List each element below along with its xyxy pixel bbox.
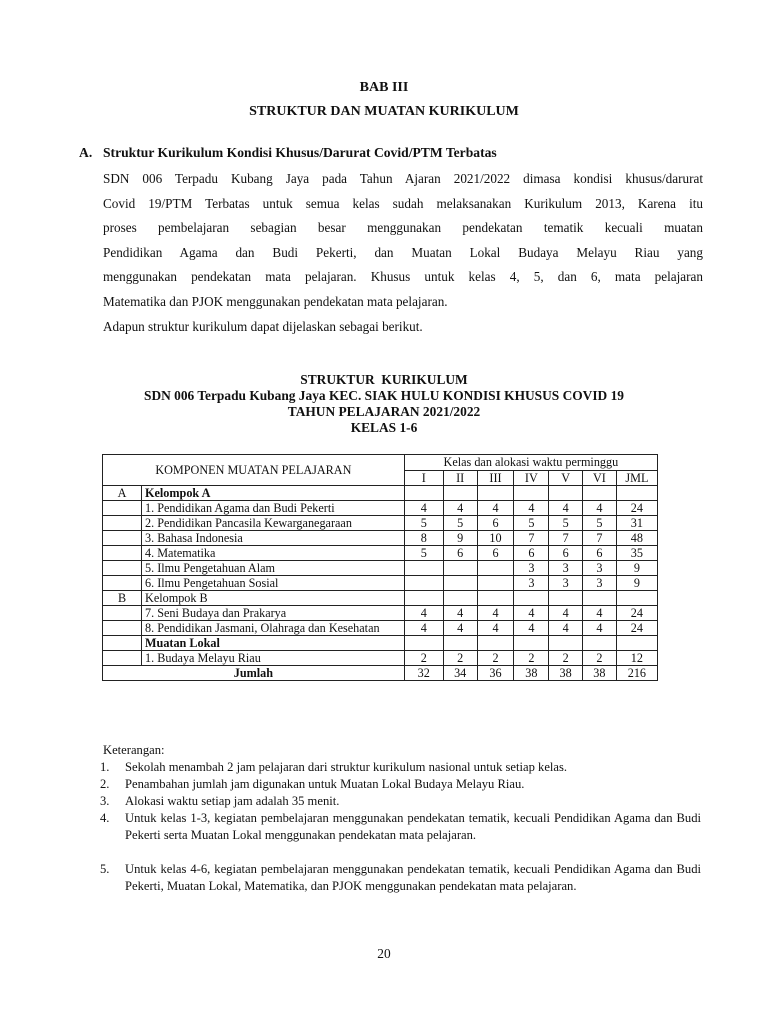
- note-number: 1.: [100, 760, 110, 774]
- hours-cell: 48: [616, 531, 657, 546]
- note-number: 2.: [100, 777, 110, 791]
- hours-cell: 9: [616, 576, 657, 591]
- subject-row: [103, 606, 658, 621]
- hours-cell: [443, 561, 477, 576]
- subject-row: [103, 561, 658, 576]
- hours-cell: 5: [404, 546, 443, 561]
- table-title-line: STRUKTUR KURIKULUM: [300, 372, 468, 387]
- hours-cell: [404, 561, 443, 576]
- hours-cell: 3: [583, 576, 617, 591]
- note-item: [100, 759, 701, 776]
- total-cell: 38: [549, 666, 583, 681]
- note-item: [100, 793, 701, 810]
- table-title-line: TAHUN PELAJARAN 2021/2022: [287, 404, 481, 419]
- hours-cell: 4: [514, 501, 549, 516]
- group-label: Muatan Lokal: [142, 636, 405, 651]
- table-title-line: KELAS 1-6: [350, 420, 418, 435]
- hours-cell: 2: [443, 651, 477, 666]
- hours-cell: 4: [583, 606, 617, 621]
- hours-cell: [404, 576, 443, 591]
- hours-cell: 3: [549, 561, 583, 576]
- hours-cell: 7: [514, 531, 549, 546]
- hours-cell: 5: [443, 516, 477, 531]
- table-header-row: [103, 455, 658, 471]
- paragraph-line: Matematika dan PJOK menggunakan pendekatan mata pelajaran.: [103, 293, 448, 309]
- hours-cell: 4: [549, 606, 583, 621]
- group-row: [103, 591, 658, 606]
- paragraph-line: proses pembelajaran sebagian besar menggunakan pendekatan tematik kecuali muatan: [103, 220, 703, 236]
- subject-row: [103, 576, 658, 591]
- hours-cell: 6: [443, 546, 477, 561]
- hours-cell: 2: [477, 651, 514, 666]
- group-row: [103, 486, 658, 501]
- note-number: 5.: [100, 862, 110, 876]
- subject-row: [103, 531, 658, 546]
- hours-cell: 6: [477, 516, 514, 531]
- subject-name: 1. Pendidikan Agama dan Budi Pekerti: [142, 501, 405, 516]
- hours-cell: [443, 576, 477, 591]
- total-cell: 34: [443, 666, 477, 681]
- hours-cell: 4: [477, 501, 514, 516]
- subject-row: [103, 516, 658, 531]
- column-header: IV: [514, 470, 549, 486]
- hours-cell: 24: [616, 606, 657, 621]
- section-heading: Struktur Kurikulum Kondisi Khusus/Darurat Covid/PTM Terbatas: [103, 145, 497, 160]
- hours-cell: 2: [514, 651, 549, 666]
- hours-cell: 4: [549, 621, 583, 636]
- hours-cell: 5: [404, 516, 443, 531]
- hours-cell: 4: [514, 621, 549, 636]
- hours-cell: 24: [616, 501, 657, 516]
- hours-cell: 2: [549, 651, 583, 666]
- note-item: [100, 861, 701, 895]
- hours-cell: 9: [616, 561, 657, 576]
- hours-cell: 12: [616, 651, 657, 666]
- hours-cell: 5: [549, 516, 583, 531]
- table-title: [0, 372, 768, 436]
- note-item: [100, 810, 701, 844]
- hours-cell: 7: [583, 531, 617, 546]
- hours-cell: 6: [583, 546, 617, 561]
- hours-cell: 4: [443, 501, 477, 516]
- hours-cell: 4: [477, 621, 514, 636]
- hours-cell: 4: [583, 621, 617, 636]
- group-label: Kelompok B: [142, 591, 405, 606]
- column-header: I: [404, 470, 443, 486]
- hours-cell: 4: [404, 621, 443, 636]
- hours-cell: 4: [477, 606, 514, 621]
- subject-name: 1. Budaya Melayu Riau: [142, 651, 405, 666]
- group-code: B: [103, 591, 142, 606]
- paragraph-line: menggunakan pendekatan mata pelajaran. Khusus untuk kelas 4, 5, dan 6, mata pelajaran: [103, 269, 703, 285]
- group-row: [103, 636, 658, 651]
- note-number: 3.: [100, 794, 110, 808]
- hours-cell: [477, 576, 514, 591]
- column-header: V: [549, 470, 583, 486]
- hours-cell: 8: [404, 531, 443, 546]
- section-letter: A.: [79, 145, 93, 160]
- header-component: KOMPONEN MUATAN PELAJARAN: [103, 455, 405, 486]
- note-text: Alokasi waktu setiap jam adalah 35 menit.: [125, 794, 340, 808]
- hours-cell: 4: [404, 501, 443, 516]
- subject-name: 2. Pendidikan Pancasila Kewarganegaraan: [142, 516, 405, 531]
- subject-row: [103, 546, 658, 561]
- header-alloc: Kelas dan alokasi waktu perminggu: [404, 455, 657, 471]
- subject-name: 8. Pendidikan Jasmani, Olahraga dan Kesehatan: [142, 621, 405, 636]
- total-cell: 36: [477, 666, 514, 681]
- subject-row: [103, 621, 658, 636]
- total-cell: 216: [616, 666, 657, 681]
- subject-name: 4. Matematika: [142, 546, 405, 561]
- notes-section: [100, 742, 701, 895]
- total-cell: 38: [514, 666, 549, 681]
- hours-cell: 6: [477, 546, 514, 561]
- total-row: [103, 666, 658, 681]
- subject-name: 7. Seni Budaya dan Prakarya: [142, 606, 405, 621]
- chapter-title: STRUKTUR DAN MUATAN KURIKULUM: [249, 104, 519, 119]
- hours-cell: 24: [616, 621, 657, 636]
- total-label: Jumlah: [103, 666, 405, 681]
- group-label: Kelompok A: [142, 486, 405, 501]
- hours-cell: 3: [514, 561, 549, 576]
- section-paragraph: [103, 167, 703, 339]
- hours-cell: 6: [549, 546, 583, 561]
- subject-row: [103, 501, 658, 516]
- note-text: Sekolah menambah 2 jam pelajaran dari struktur kurikulum nasional untuk setiap kelas.: [125, 760, 568, 774]
- total-cell: 38: [583, 666, 617, 681]
- hours-cell: 4: [514, 606, 549, 621]
- hours-cell: 4: [583, 501, 617, 516]
- subject-name: 6. Ilmu Pengetahuan Sosial: [142, 576, 405, 591]
- subject-name: 3. Bahasa Indonesia: [142, 531, 405, 546]
- chapter-label: BAB III: [359, 80, 409, 95]
- column-header: JML: [616, 470, 657, 486]
- column-header: II: [443, 470, 477, 486]
- note-text: Untuk kelas 1-3, kegiatan pembelajaran menggunakan pendekatan tematik, kecuali Pendidikan Agama dan Budi Pekerti serta Muatan Lokal menggunakan pendekatan mata pelajaran.: [125, 811, 701, 842]
- note-number: 4.: [100, 811, 110, 825]
- note-text: Penambahan jumlah jam digunakan untuk Muatan Lokal Budaya Melayu Riau.: [125, 777, 525, 791]
- hours-cell: 2: [583, 651, 617, 666]
- hours-cell: 31: [616, 516, 657, 531]
- hours-cell: 4: [443, 606, 477, 621]
- paragraph-line: Pendidikan Agama dan Budi Pekerti, dan Muatan Lokal Budaya Melayu Riau yang: [103, 244, 703, 260]
- hours-cell: 6: [514, 546, 549, 561]
- hours-cell: [477, 561, 514, 576]
- hours-cell: 5: [583, 516, 617, 531]
- hours-cell: 7: [549, 531, 583, 546]
- paragraph-line: SDN 006 Terpadu Kubang Jaya pada Tahun Ajaran 2021/2022 dimasa kondisi khusus/darurat: [103, 171, 703, 186]
- subject-row: [103, 651, 658, 666]
- hours-cell: 5: [514, 516, 549, 531]
- hours-cell: 10: [477, 531, 514, 546]
- notes-heading: Keterangan:: [103, 743, 165, 757]
- curriculum-table: [102, 454, 658, 681]
- hours-cell: 35: [616, 546, 657, 561]
- note-item: [100, 776, 701, 793]
- paragraph-line: Covid 19/PTM Terbatas untuk semua kelas sudah melaksanakan Kurikulum 2013, Karena itu: [103, 195, 703, 211]
- hours-cell: 9: [443, 531, 477, 546]
- hours-cell: 3: [549, 576, 583, 591]
- total-cell: 32: [404, 666, 443, 681]
- hours-cell: 3: [583, 561, 617, 576]
- hours-cell: 4: [443, 621, 477, 636]
- hours-cell: 3: [514, 576, 549, 591]
- column-header: VI: [583, 470, 617, 486]
- hours-cell: 4: [549, 501, 583, 516]
- paragraph-line: Adapun struktur kurikulum dapat dijelaskan sebagai berikut.: [103, 318, 423, 334]
- page-number: 20: [377, 946, 391, 961]
- note-text: Untuk kelas 4-6, kegiatan pembelajaran menggunakan pendekatan tematik, kecuali Pendidikan Agama dan Budi Pekerti, Muatan Lokal, Matematika, dan PJOK menggunakan pendekatan mata pelajaran.: [125, 862, 701, 893]
- group-code: A: [103, 486, 142, 501]
- hours-cell: 2: [404, 651, 443, 666]
- table-title-line: SDN 006 Terpadu Kubang Jaya KEC. SIAK HULU KONDISI KHUSUS COVID 19: [144, 388, 624, 403]
- subject-name: 5. Ilmu Pengetahuan Alam: [142, 561, 405, 576]
- column-header: III: [477, 470, 514, 486]
- hours-cell: 4: [404, 606, 443, 621]
